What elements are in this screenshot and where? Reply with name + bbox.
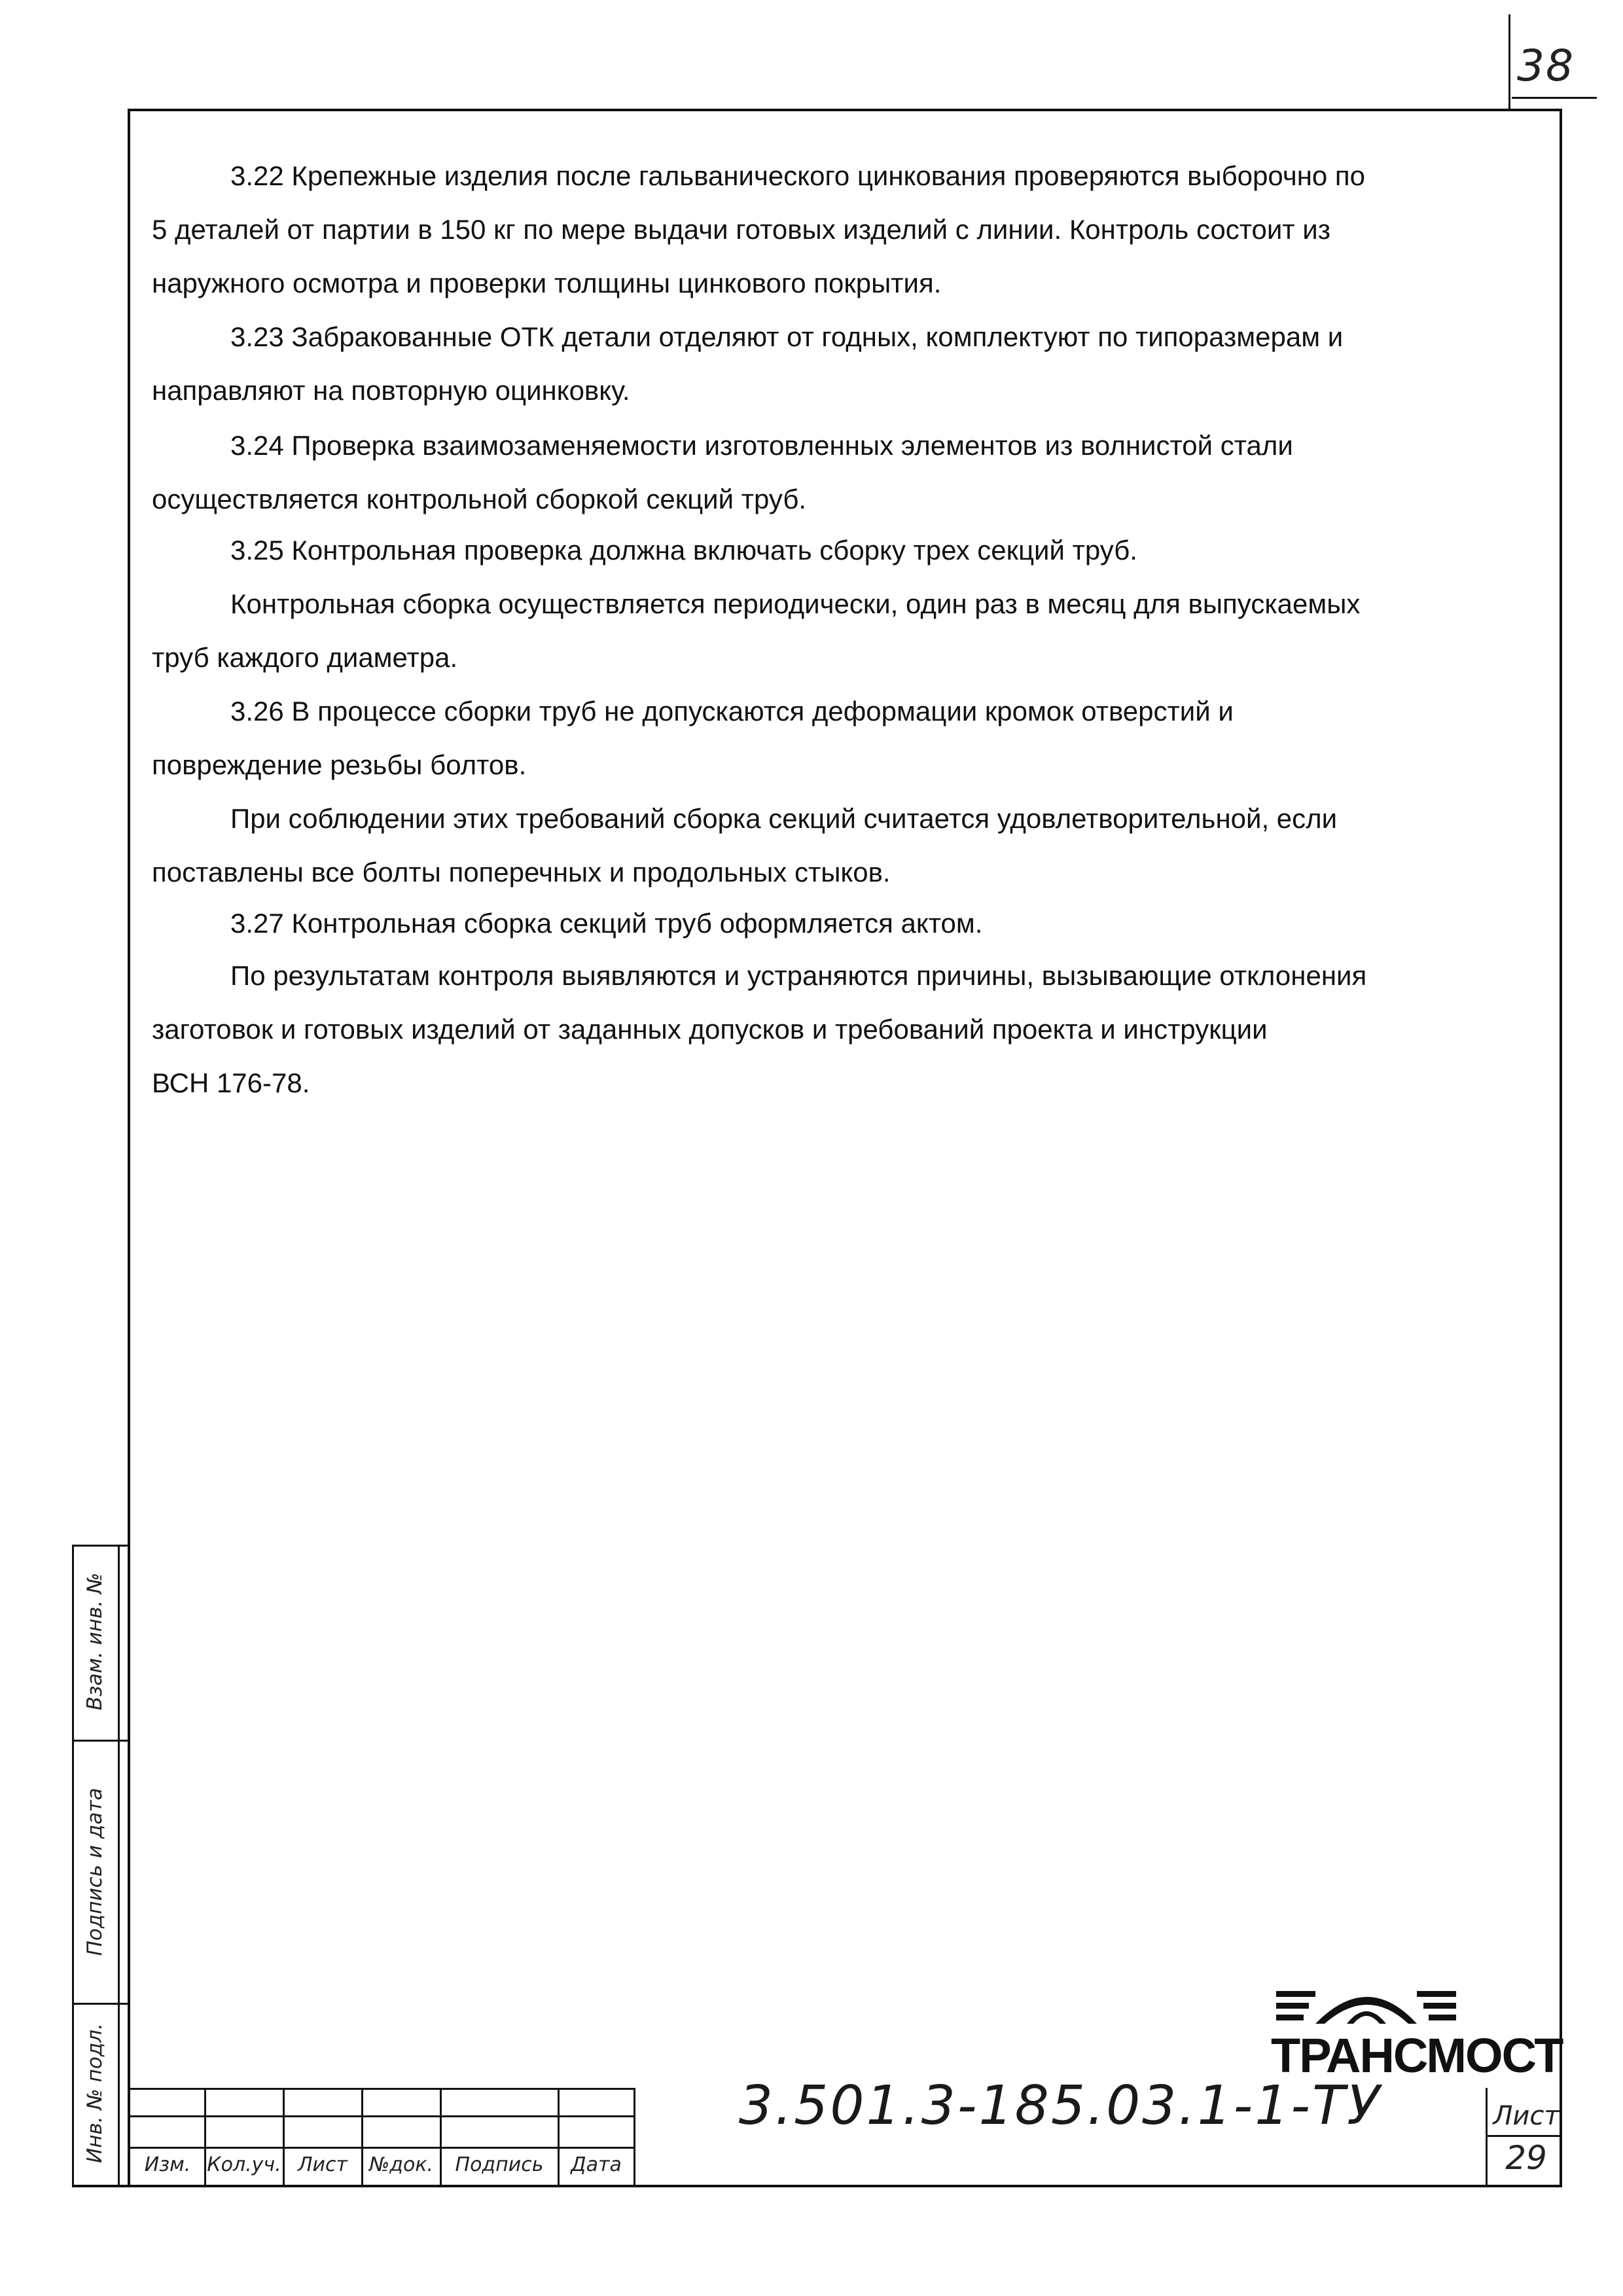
text-line: наружного осмотра и проверки толщины цинкового покрытия. — [152, 268, 942, 298]
title-block-sheet-row — [1486, 2135, 1561, 2137]
sheet-number: 29 — [1505, 2139, 1547, 2177]
text-line: ВСН 176-78. — [152, 1067, 310, 1098]
logo-text: ТРАНСМОСТ — [1271, 2028, 1563, 2083]
title-block-divider — [633, 2088, 635, 2186]
paragraph-3-26b — [152, 792, 1500, 899]
text-line: Контрольная сборка осуществляется периодически, один раз в месяц для выпускаемых — [230, 588, 1361, 619]
paragraph-3-27b — [152, 949, 1500, 1110]
side-stamp-row-divider — [72, 1740, 130, 1742]
text-line: 3.27 Контрольная сборка секций труб оформляется актом. — [230, 908, 983, 939]
frame-top — [128, 109, 1561, 111]
frame-bottom — [72, 2185, 1562, 2187]
frame-right — [1560, 109, 1562, 2187]
text-line: 5 деталей от партии в 150 кг по мере выдачи готовых изделий с линии. Контроль состоит из — [152, 214, 1330, 245]
side-stamp-inner-divider — [118, 1545, 120, 2186]
text-line: осуществляется контрольной сборкой секций труб. — [152, 484, 807, 514]
side-stamp-outer-left — [72, 1545, 74, 2186]
paragraph-3-27 — [152, 897, 1500, 950]
text-line: заготовок и готовых изделий от заданных допусков и требований проекта и инструкции — [152, 1014, 1268, 1045]
text-line: труб каждого диаметра. — [152, 642, 458, 673]
text-line: По результатам контроля выявляются и устраняются причины, вызывающие отклонения — [230, 960, 1367, 991]
document-code: 3.501.3-185.03.1-1-ТУ — [738, 2075, 1382, 2137]
sheet-label: Лист — [1493, 2101, 1560, 2131]
header-signature: Подпись — [455, 2153, 544, 2176]
text-line: При соблюдении этих требований сборка секций считается удовлетворительной, если — [230, 803, 1338, 834]
header-kol-uch: Кол.уч. — [207, 2153, 281, 2176]
text-line: 3.23 Забракованные ОТК детали отделяют от годных, комплектуют по типоразмерам и — [230, 321, 1344, 352]
page-number: 38 — [1517, 41, 1575, 91]
text-line: 3.25 Контрольная проверка должна включать сборку трех секций труб. — [230, 535, 1137, 565]
side-stamp-top — [72, 1545, 130, 1547]
text-line: поставлены все болты поперечных и продольных стыков. — [152, 857, 891, 888]
paragraph-3-22 — [152, 149, 1500, 310]
paragraph-3-25 — [152, 524, 1500, 577]
header-izm: Изм. — [144, 2153, 191, 2176]
paragraph-3-23 — [152, 310, 1500, 418]
signature-date-label: Подпись и дата — [83, 1787, 107, 1956]
paragraph-3-24 — [152, 419, 1500, 526]
text-line: повреждение резьбы болтов. — [152, 749, 527, 780]
frame-left — [128, 109, 130, 2187]
header-list: Лист — [297, 2153, 348, 2176]
paragraph-3-25b — [152, 577, 1500, 685]
frame-top-extension — [1512, 97, 1597, 99]
text-line: 3.22 Крепежные изделия после гальванического цинкования проверяются выборочно по — [230, 160, 1366, 191]
vzam-inv-label: Взам. инв. № — [83, 1572, 107, 1711]
paragraph-3-26 — [152, 685, 1500, 792]
header-date: Дата — [571, 2153, 622, 2176]
header-doc-number: №док. — [369, 2153, 433, 2176]
text-line: направляют на повторную оцинковку. — [152, 375, 630, 406]
text-line: 3.26 В процессе сборки труб не допускаются деформации кромок отверстий и — [230, 696, 1234, 726]
text-line: 3.24 Проверка взаимозаменяемости изготовленных элементов из волнистой стали — [230, 430, 1293, 461]
inv-podl-label: Инв. № подл. — [83, 2023, 107, 2163]
frame-page-number-divider — [1508, 14, 1510, 110]
